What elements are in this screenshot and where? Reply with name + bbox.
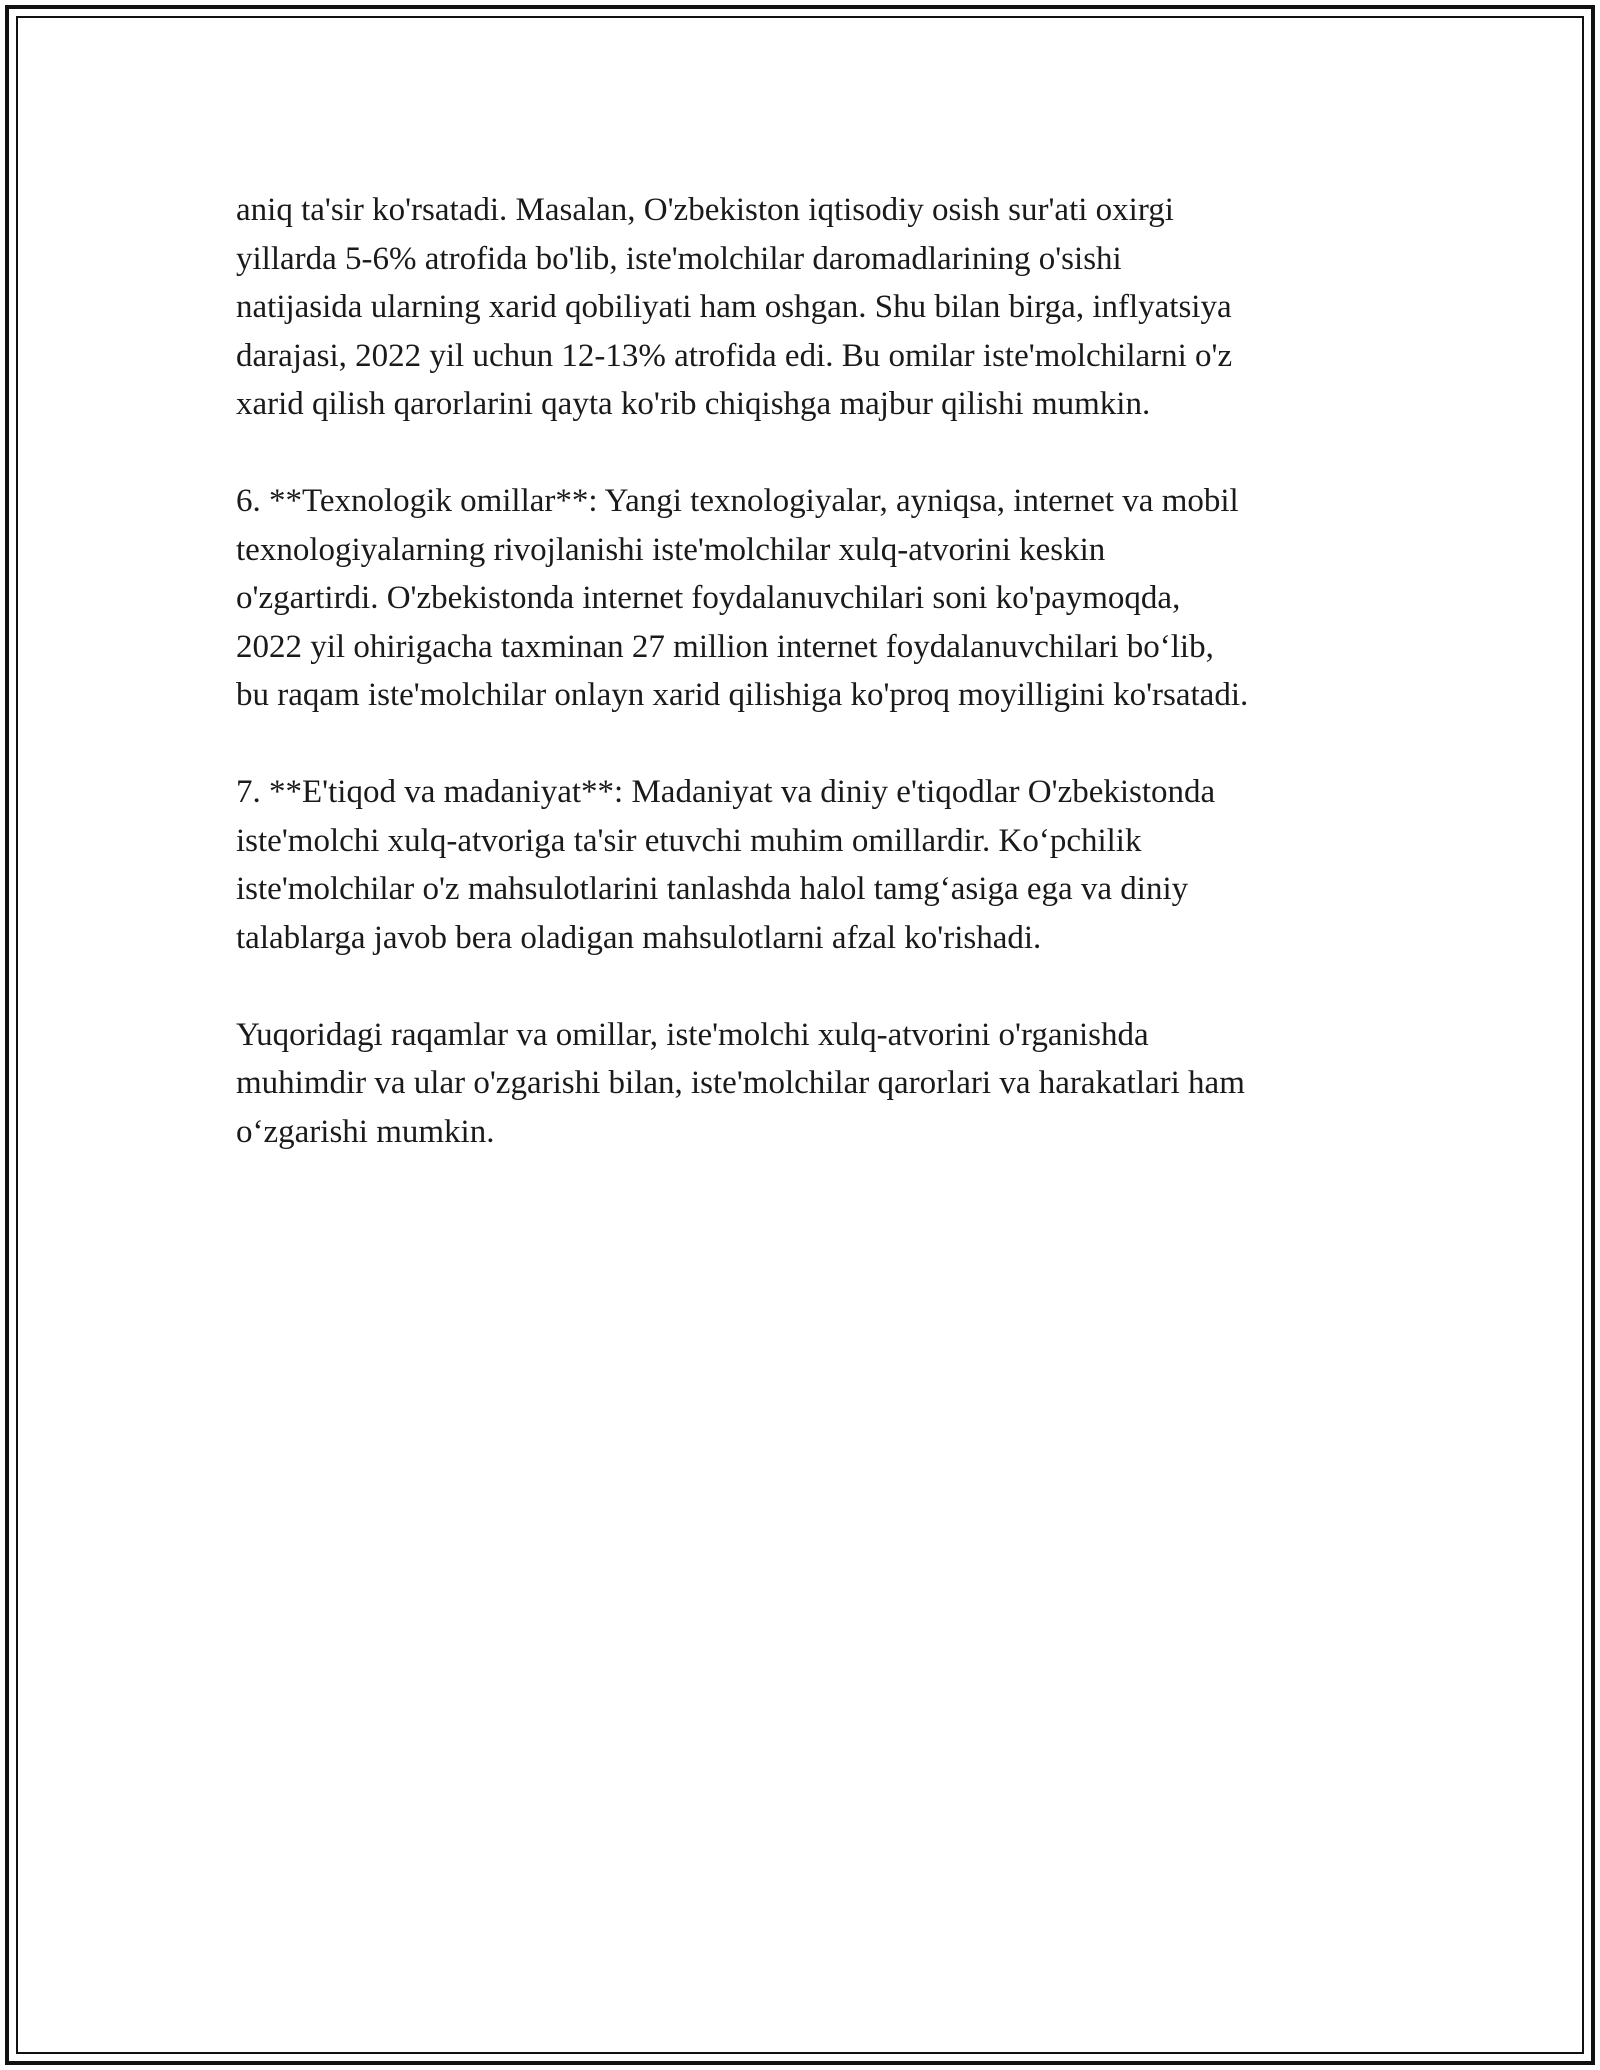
- text-line: iste'molchilar o'z mahsulotlarini tanlashda halol tamg‘asiga ega va diniy: [236, 871, 1189, 907]
- text-line: xarid qilish qarorlarini qayta ko'rib chiqishga majbur qilishi mumkin.: [236, 386, 1151, 422]
- text-line: iste'molchi xulq-atvoriga ta'sir etuvchi muhim omillardir. Ko‘pchilik: [236, 822, 1142, 859]
- text-line: talablarga javob bera oladigan mahsulotlarni afzal ko'rishadi.: [236, 919, 1042, 956]
- text-line: bu raqam iste'molchilar onlayn xarid qilishiga ko'proq moyilligini ko'rsatadi.: [236, 677, 1249, 713]
- paragraph-belief-culture: [236, 768, 1386, 962]
- paragraph-conclusion: [236, 1011, 1386, 1157]
- paragraph-economic-factors: [236, 186, 1386, 429]
- text-line: muhimdir va ular o'zgarishi bilan, iste'molchilar qarorlari va harakatlari ham: [236, 1065, 1245, 1101]
- text-line: texnologiyalarning rivojlanishi iste'molchilar xulq-atvorini keskin: [236, 531, 1106, 568]
- text-line: darajasi, 2022 yil uchun 12-13% atrofida edi. Bu omilar iste'molchilarni o'z: [236, 337, 1233, 374]
- document-body: [236, 186, 1386, 1205]
- paragraph-technological-factors: [236, 477, 1386, 720]
- text-line: 7. **E'tiqod va madaniyat**: Madaniyat va diniy e'tiqodlar O'zbekistonda: [236, 774, 1216, 810]
- text-line: yillarda 5-6% atrofida bo'lib, iste'molchilar daromadlarining o'sishi: [236, 240, 1122, 277]
- text-line: 6. **Texnologik omillar**: Yangi texnologiyalar, ayniqsa, internet va mobil: [236, 483, 1239, 519]
- text-line: 2022 yil ohirigacha taxminan 27 million internet foydalanuvchilari bo‘lib,: [236, 628, 1214, 665]
- text-line: o'zgartirdi. O'zbekistonda internet foydalanuvchilari soni ko'paymoqda,: [236, 580, 1181, 616]
- text-line: Yuqoridagi raqamlar va omillar, iste'molchi xulq-atvorini o'rganishda: [236, 1016, 1149, 1053]
- text-line: natijasida ularning xarid qobiliyati ham oshgan. Shu bilan birga, inflyatsiya: [236, 289, 1232, 325]
- text-line: aniq ta'sir ko'rsatadi. Masalan, O'zbekiston iqtisodiy osish sur'ati oxirgi: [236, 192, 1174, 228]
- text-line: o‘zgarishi mumkin.: [236, 1113, 495, 1150]
